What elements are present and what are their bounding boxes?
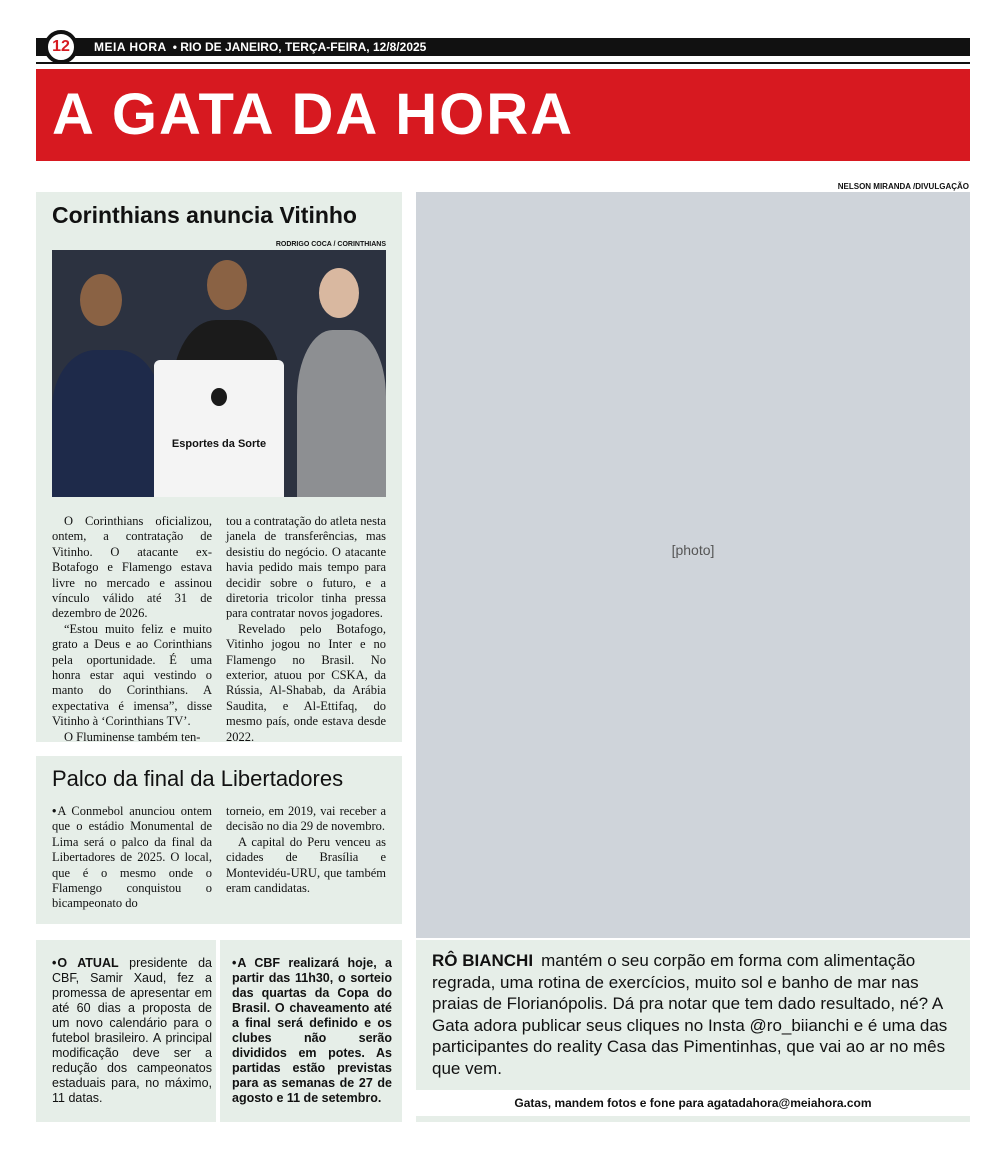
paragraph: A capital do Peru venceu as cidades de Brasília e Montevidéu-URU, que também eram candidatas. (226, 834, 386, 896)
paragraph: Revelado pelo Botafogo, Vitinho jogou no Inter e no Flamengo no Brasil. No exterior, atuou por CSKA, da Rússia, Al-Shabab, da Arábia Saudita, e Al-Ettifaq, do mesmo país, onde estava desde 2022. (226, 621, 386, 744)
article1-photo-credit: RODRIGO COCA / CORINTHIANS (275, 241, 386, 248)
header-rule (36, 62, 970, 64)
article2-headline: Palco da final da Libertadores (52, 766, 344, 791)
club-crest-icon (211, 388, 227, 406)
gata-name: RÔ BIANCHI (432, 951, 534, 970)
corinthians-jersey (154, 360, 284, 497)
paragraph (52, 804, 212, 912)
article1-column-1 (52, 514, 212, 745)
publication-name: MEIA HORA (94, 40, 167, 54)
paragraph: O Fluminense também ten- (64, 729, 201, 744)
photo-placeholder-label: [photo] (671, 542, 715, 558)
article1-photo (52, 250, 386, 497)
note1-lead: O ATUAL (57, 956, 119, 970)
note1-text (52, 956, 212, 1106)
article2-column-1 (52, 804, 212, 912)
jersey-sponsor: Esportes da Sorte (171, 438, 267, 450)
main-photo-placeholder (416, 192, 970, 938)
article2-column-2 (226, 804, 386, 896)
person-head (207, 260, 247, 310)
article1-headline: Corinthians anuncia Vitinho (52, 202, 357, 228)
person-head (80, 274, 122, 326)
page-number: 12 (44, 30, 78, 64)
person-figure (297, 330, 386, 497)
header-bar (36, 38, 970, 56)
paragraph (52, 956, 212, 1106)
paragraph: “Estou muito feliz e muito grato a Deus e ao Corinthians pela oportunidade. É uma honra estar aqui vestindo o manto do Corinthians. A expectativa é imensa”, disse Vitinho à ‘Corinthians TV’. (52, 621, 212, 729)
paragraph (232, 956, 392, 1106)
paragraph: O Corinthians oficializou, ontem, a contratação de Vitinho. O atacante ex-Botafogo e Flamengo estava livre no mercado e assinou vínculo válido até 31 de dezembro de 2026. (52, 514, 212, 621)
gata-caption (432, 950, 958, 1079)
note2-text (232, 956, 392, 1106)
paragraph: torneio, em 2019, vai receber a decisão no dia 29 de novembro. (226, 804, 386, 834)
main-photo-credit: NELSON MIRANDA /DIVULGAÇÃO (837, 182, 969, 191)
note2-body: A CBF realizará hoje, a partir das 11h30, o sorteio das quartas da Copa do Brasil. O chaveamento até a final será definido e os clubes não serão divididos em potes. As partidas estão previstas para as semanas de 27 de agosto e 11 de setembro. (232, 956, 392, 1105)
article1-column-2 (226, 514, 386, 745)
section-banner: A GATA DA HORA (36, 69, 970, 161)
dateline: • RIO DE JANEIRO, TERÇA-FEIRA, 12/8/2025 (172, 40, 427, 54)
paragraph: tou a contratação do atleta nesta janela de transferências, mas desistiu do negócio. O atacante havia pedido mais tempo para decidir sobre o futuro, e a diretoria tricolor tinha pressa para contratar novos jogadores. (226, 514, 386, 621)
paragraph-text: A Conmebol anunciou ontem que o estádio Monumental de Lima será o palco da final da Libertadores de 2025. O local, que é o mesmo onde o Flamengo conquistou o bicampeonato do (52, 804, 212, 911)
person-head (319, 268, 359, 318)
submission-note: Gatas, mandem fotos e fone para agatadahora@meiahora.com (416, 1090, 970, 1116)
note1-body: presidente da CBF, Samir Xaud, fez a promessa de apresentar em até 60 dias a proposta de um novo calendário para o futebol brasileiro. A principal modificação deve ser a redução dos campeonatos estaduais para, no máximo, 11 datas. (52, 956, 212, 1105)
person-figure (52, 350, 162, 497)
gata-body: mantém o seu corpão em forma com alimentação regrada, uma rotina de exercícios, muito sol e banho de mar nas praias de Florianópolis. Dá pra notar que tem dado resultado, né? A Gata adora publicar seus cliques no Insta @ro_biianchi e é uma das participantes do reality Casa das Pimentinhas, que vai ao ar no mês que vem. (432, 951, 948, 1078)
